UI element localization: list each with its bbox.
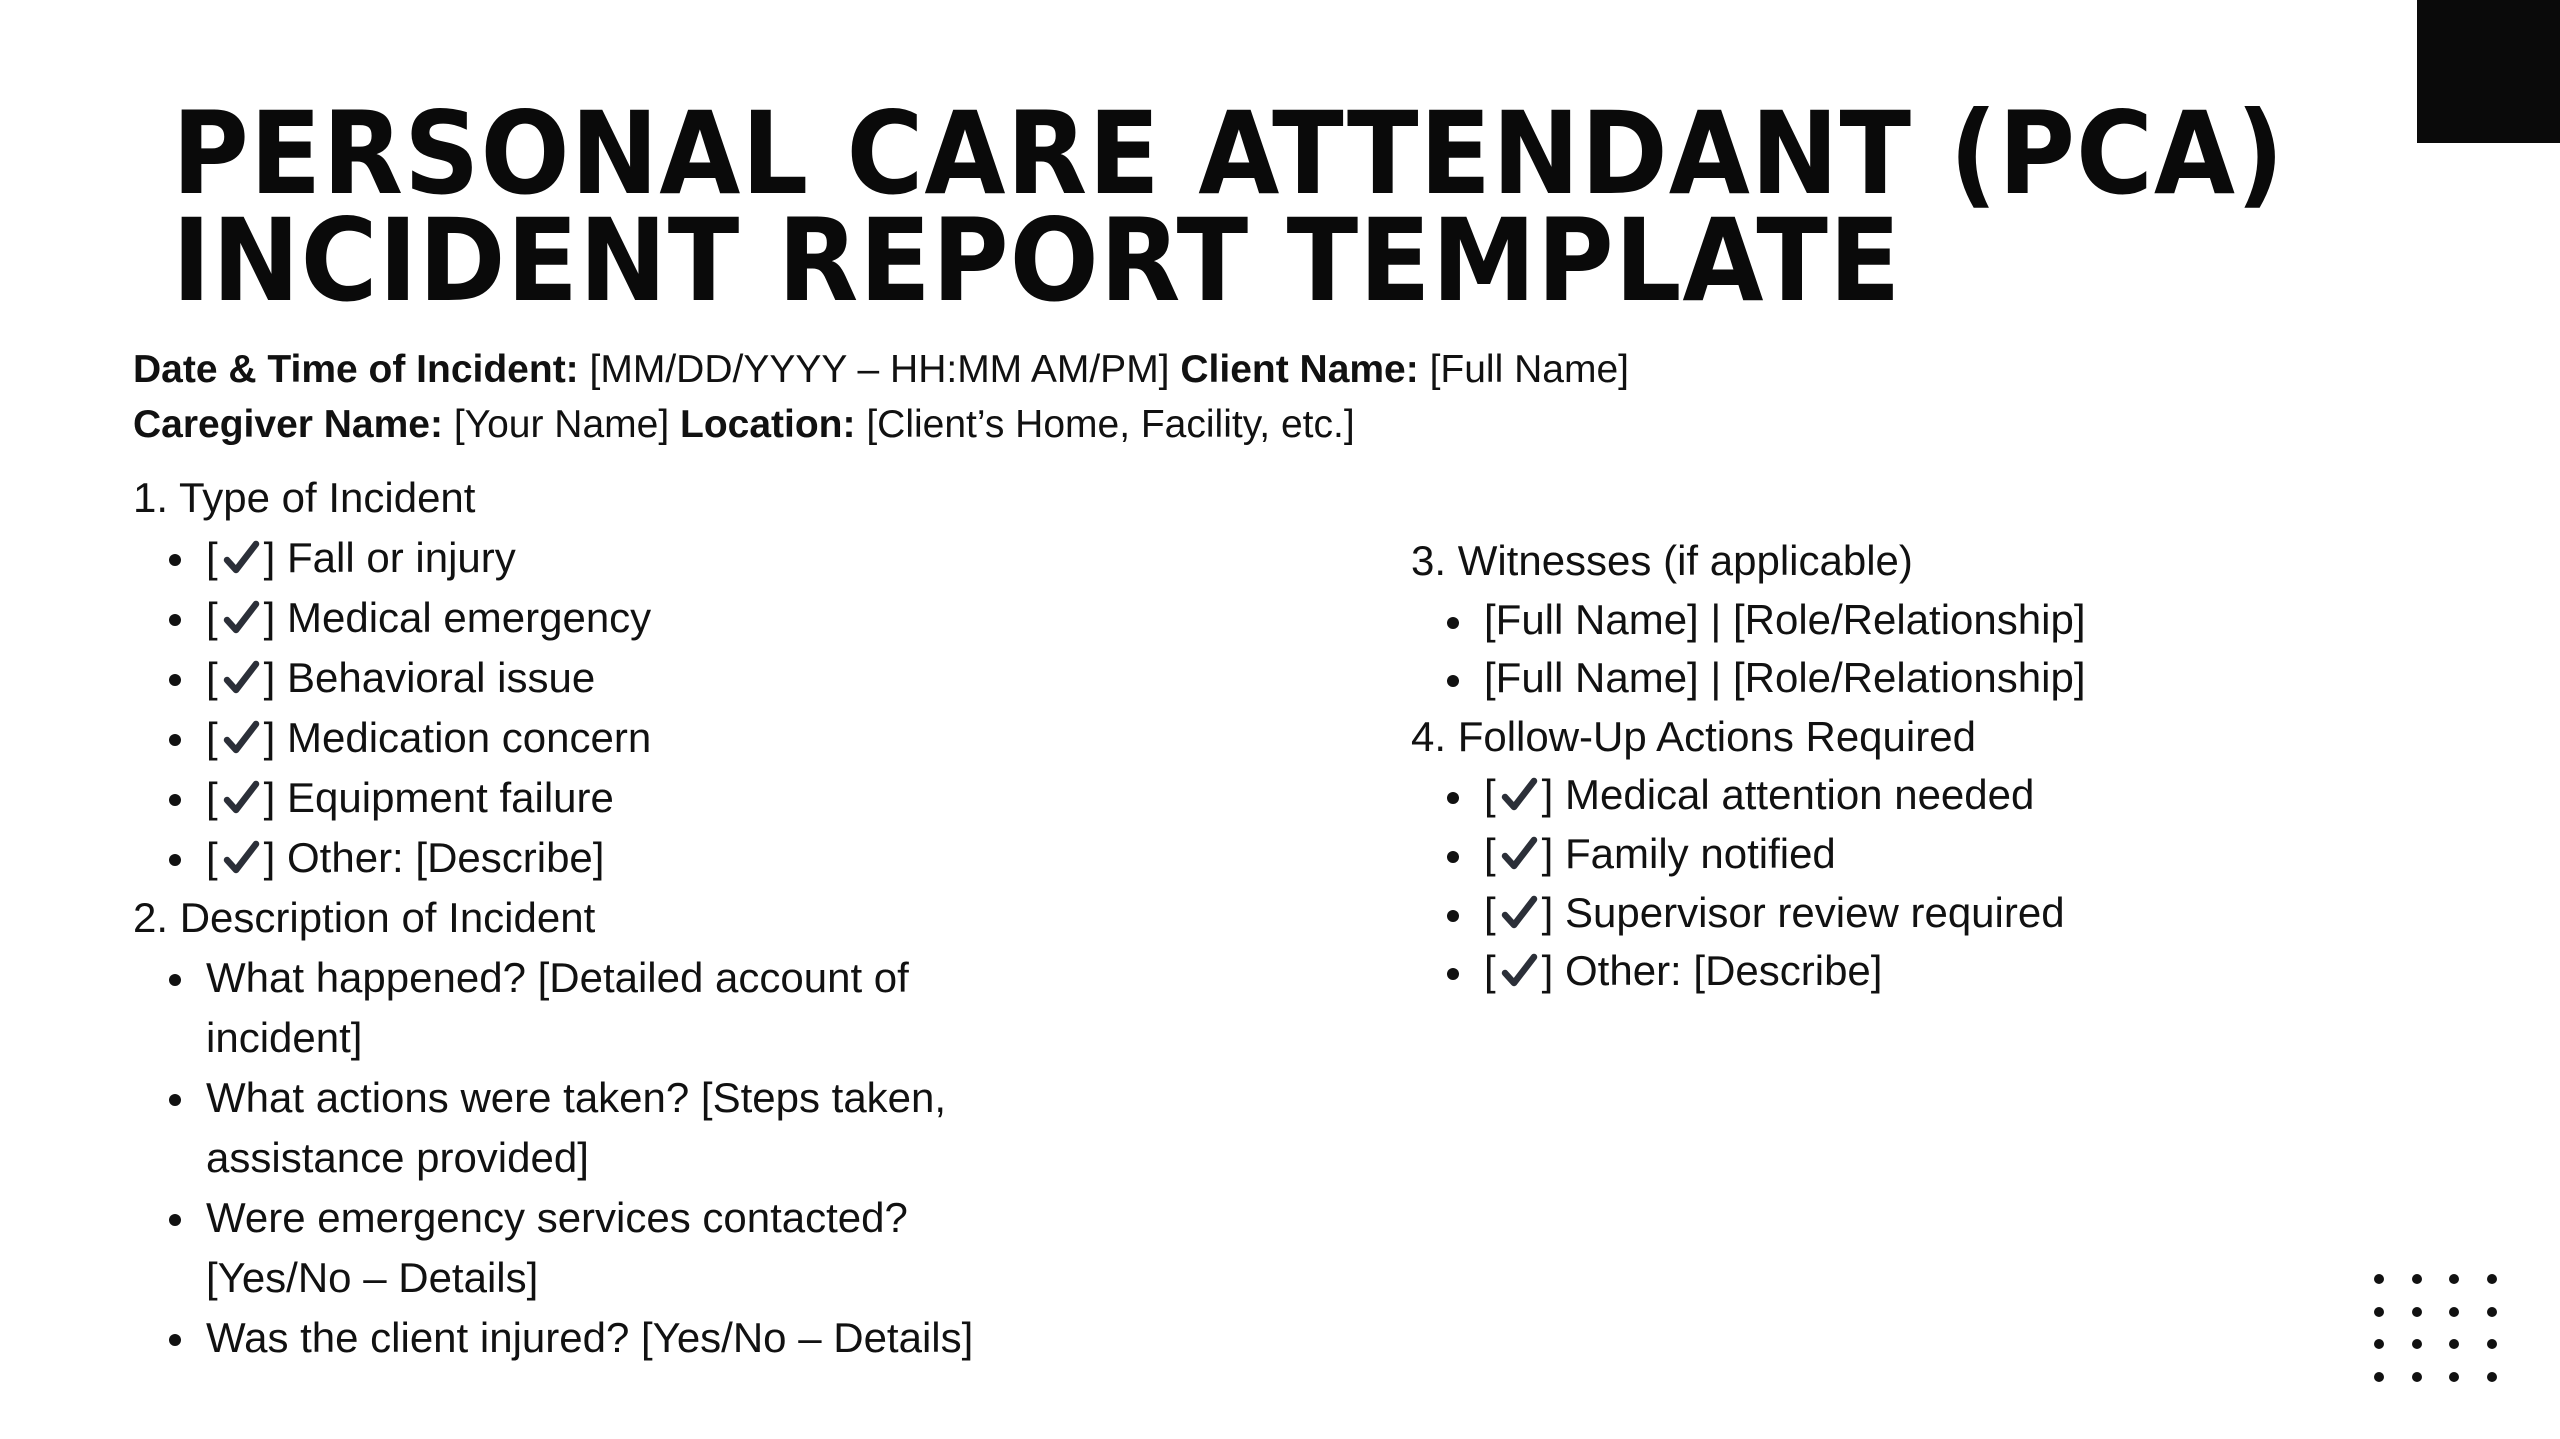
checkmark-icon xyxy=(1497,891,1541,935)
caregiver-name-value: [Your Name] xyxy=(442,403,680,446)
checkmark-icon xyxy=(1497,773,1541,817)
incident-type-label: Equipment failure xyxy=(287,774,614,821)
checkmark-icon xyxy=(219,776,263,820)
incident-meta xyxy=(133,342,1629,452)
incident-type-label: Medical emergency xyxy=(287,594,652,641)
incident-type-label: Medication concern xyxy=(287,714,652,761)
incident-type-item: [ ] Other: [Describe] xyxy=(206,828,1133,888)
follow-up-item: [ ] Medical attention needed xyxy=(1484,766,2311,825)
client-name-value: [Full Name] xyxy=(1418,348,1629,391)
meta-line-2 xyxy=(133,397,1629,452)
section-title-description: 2. Description of Incident xyxy=(133,894,596,941)
checkmark-icon xyxy=(219,836,263,880)
right-column xyxy=(1411,532,2311,1001)
incident-type-item: [ ] Equipment failure xyxy=(206,768,1133,828)
description-item: Was the client injured? [Yes/No – Details] xyxy=(206,1308,1133,1368)
incident-type-item: [ ] Medication concern xyxy=(206,708,1133,768)
decoration-dot xyxy=(2412,1372,2422,1382)
follow-up-label: Family notified xyxy=(1565,829,1836,877)
description-item: What happened? [Detailed account of incident] xyxy=(206,948,1006,1068)
page-title xyxy=(172,87,2285,327)
incident-type-label: Behavioral issue xyxy=(287,654,596,701)
decoration-dot xyxy=(2487,1372,2497,1382)
section-title-type-of-incident: 1. Type of Incident xyxy=(133,474,476,521)
page-title-line-2: INCIDENT REPORT TEMPLATE xyxy=(172,194,1902,327)
decoration-dot xyxy=(2487,1274,2497,1284)
dot-grid-decoration xyxy=(2374,1274,2524,1404)
checkmark-icon xyxy=(219,596,263,640)
follow-up-item: [ ] Family notified xyxy=(1484,825,2311,884)
incident-type-item: [ ] Fall or injury xyxy=(206,528,1133,588)
incident-type-item: [ ] Behavioral issue xyxy=(206,648,1133,708)
description-item: What actions were taken? [Steps taken, assistance provided] xyxy=(206,1068,1006,1188)
date-time-label: Date & Time of Incident: xyxy=(133,348,579,391)
incident-type-list xyxy=(133,528,1133,888)
client-name-label: Client Name: xyxy=(1180,348,1419,391)
checkmark-icon xyxy=(219,656,263,700)
left-column xyxy=(133,468,1133,1368)
follow-up-label: Other: [Describe] xyxy=(1565,947,1883,995)
follow-up-item: [ ] Supervisor review required xyxy=(1484,884,2311,943)
checkmark-icon xyxy=(219,536,263,580)
decoration-dot xyxy=(2374,1307,2384,1317)
decoration-dot xyxy=(2487,1307,2497,1317)
decoration-dot xyxy=(2374,1274,2384,1284)
section-title-follow-up: 4. Follow-Up Actions Required xyxy=(1411,712,1976,760)
checkmark-icon xyxy=(219,716,263,760)
follow-up-list xyxy=(1411,766,2311,1000)
witness-item: [Full Name] | [Role/Relationship] xyxy=(1484,649,2311,708)
decoration-dot xyxy=(2374,1339,2384,1349)
decoration-dot xyxy=(2449,1274,2459,1284)
page-title-line-1: PERSONAL CARE ATTENDANT (PCA) xyxy=(172,87,2285,220)
description-item: Were emergency services contacted? [Yes/No – Details] xyxy=(206,1188,1006,1308)
follow-up-label: Supervisor review required xyxy=(1565,888,2065,936)
checkmark-icon xyxy=(1497,832,1541,876)
decoration-dot xyxy=(2412,1274,2422,1284)
caregiver-name-label: Caregiver Name: xyxy=(133,403,443,446)
corner-decoration-block xyxy=(2417,0,2560,143)
decoration-dot xyxy=(2449,1372,2459,1382)
incident-type-item: [ ] Medical emergency xyxy=(206,588,1133,648)
location-label: Location: xyxy=(680,403,856,446)
date-time-value: [MM/DD/YYYY – HH:MM AM/PM] xyxy=(578,348,1181,391)
section-title-witnesses: 3. Witnesses (if applicable) xyxy=(1411,537,1913,584)
witnesses-list xyxy=(1411,591,2311,708)
checkmark-icon xyxy=(1497,949,1541,993)
meta-line-1 xyxy=(133,342,1629,397)
description-list xyxy=(133,948,1133,1368)
decoration-dot xyxy=(2449,1307,2459,1317)
decoration-dot xyxy=(2487,1339,2497,1349)
decoration-dot xyxy=(2374,1372,2384,1382)
incident-type-label: Other: [Describe] xyxy=(287,834,605,881)
witness-item: [Full Name] | [Role/Relationship] xyxy=(1484,591,2311,650)
decoration-dot xyxy=(2412,1339,2422,1349)
follow-up-label: Medical attention needed xyxy=(1565,771,2035,819)
decoration-dot xyxy=(2412,1307,2422,1317)
decoration-dot xyxy=(2449,1339,2459,1349)
incident-type-label: Fall or injury xyxy=(287,534,516,581)
follow-up-item: [ ] Other: [Describe] xyxy=(1484,942,2311,1001)
location-value: [Client’s Home, Facility, etc.] xyxy=(855,403,1355,446)
